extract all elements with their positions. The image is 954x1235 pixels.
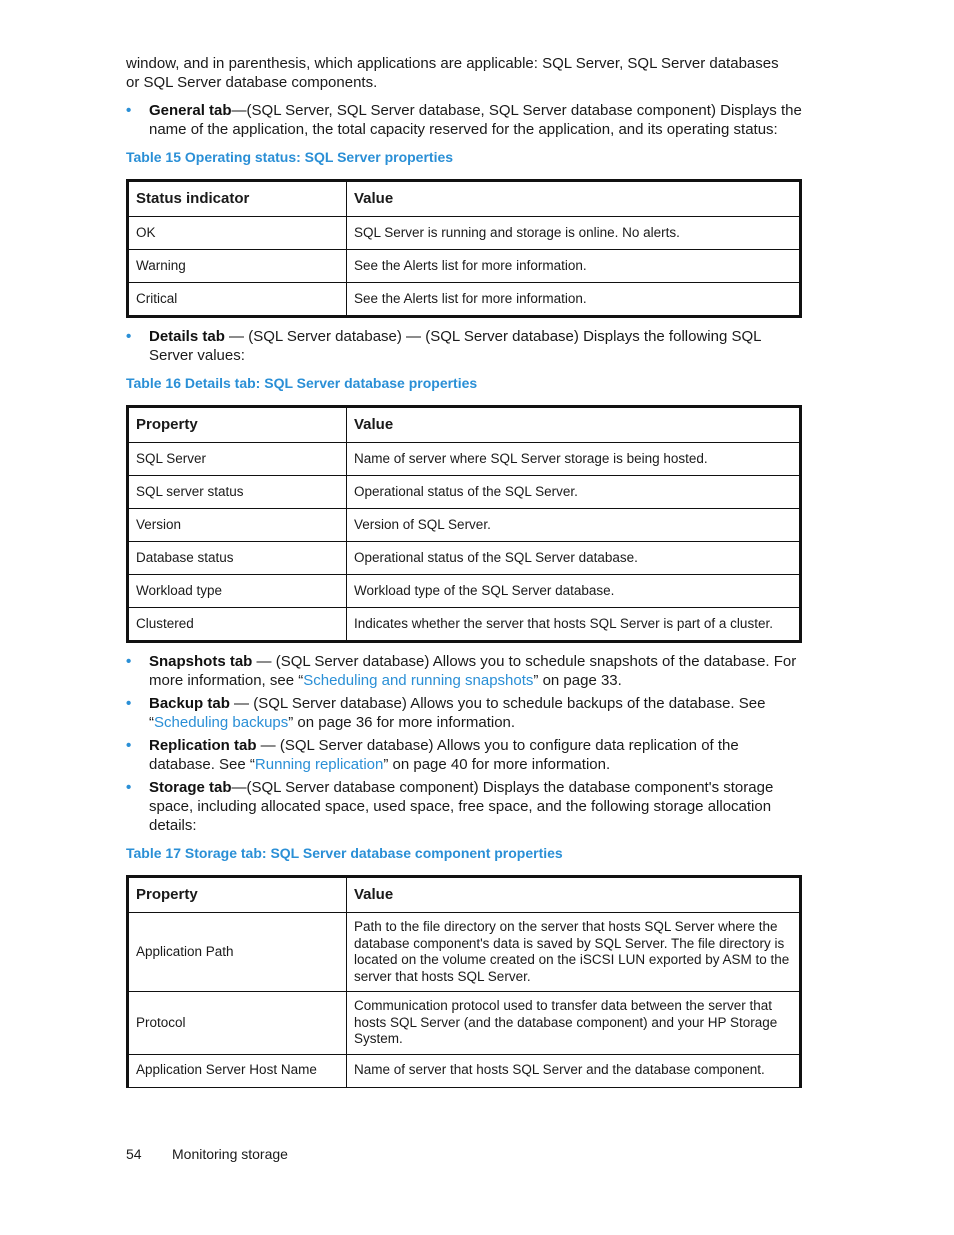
table-cell: Version of SQL Server. [347, 509, 801, 542]
table-row [128, 509, 801, 542]
tabs-list [126, 652, 802, 835]
table-row [128, 1054, 801, 1087]
table-cell: Clustered [128, 608, 347, 642]
backup-tab-text: — (SQL Server database) Allows you to schedule backups of the database. See “ [149, 695, 766, 731]
table-row [128, 443, 801, 476]
backup-tab-label: Backup tab [149, 695, 230, 712]
general-tab-label: General tab [149, 102, 232, 119]
table-cell: Operational status of the SQL Server. [347, 476, 801, 509]
details-tab-label: Details tab [149, 328, 225, 345]
table-cell: Indicates whether the server that hosts SQL Server is part of a cluster. [347, 608, 801, 642]
running-replication-link[interactable]: Running replication [254, 756, 384, 773]
intro-line-2: or SQL Server database components. [126, 74, 378, 91]
list-item-snapshots-tab [126, 652, 802, 690]
table-header-row [128, 877, 801, 913]
list-item-storage-tab [126, 778, 802, 835]
snapshots-tab-text: — (SQL Server database) Allows you to schedule snapshots of the database. For more information, see “ [149, 653, 797, 689]
table-header-row [128, 181, 801, 217]
bullet-icon: • [126, 102, 132, 119]
table-row [128, 575, 801, 608]
details-tab-list [126, 327, 802, 365]
storage-tab-text: —(SQL Server database component) Displays the database component's storage space, including allocated space, used space, free space, and the following storage allocation details: [149, 779, 774, 834]
table-cell: Database status [128, 542, 347, 575]
table-cell: Version [128, 509, 347, 542]
bullet-icon: • [126, 328, 132, 345]
table-row [128, 542, 801, 575]
intro-line-1: window, and in parenthesis, which applications are applicable: SQL Server, SQL Server databases [126, 55, 779, 72]
bullet-icon: • [126, 779, 132, 796]
page-number: 54 [126, 1146, 142, 1162]
page-footer [126, 1145, 288, 1163]
table16 [126, 405, 802, 643]
table-row [128, 476, 801, 509]
table17 [126, 875, 802, 1088]
table-cell: Path to the file directory on the server that hosts SQL Server where the database component's data is saved by SQL Server. The file directory is located on the volume created on the iSCSI LUN exported by ASM to the server that hosts SQL Server. [347, 913, 801, 992]
replication-tab-text: — (SQL Server database) Allows you to configure data replication of the database. See “ [149, 737, 739, 773]
column-header: Value [347, 181, 801, 217]
replication-tab-label: Replication tab [149, 737, 257, 754]
column-header: Value [347, 407, 801, 443]
table-cell: Protocol [128, 992, 347, 1055]
list-item-details-tab [126, 327, 802, 365]
table-cell: Name of server where SQL Server storage is being hosted. [347, 443, 801, 476]
scheduling-snapshots-link[interactable]: Scheduling and running snapshots [303, 672, 534, 689]
details-tab-text: — (SQL Server database) — (SQL Server database) Displays the following SQL Server values: [149, 328, 761, 364]
table17-caption: Table 17 Storage tab: SQL Server database component properties [126, 845, 563, 861]
table16-caption: Table 16 Details tab: SQL Server database properties [126, 375, 478, 391]
table-cell: OK [128, 217, 347, 250]
table-cell: Application Path [128, 913, 347, 992]
table-cell: SQL server status [128, 476, 347, 509]
general-tab-list [126, 101, 802, 139]
snapshots-tab-text-after: ” on page 33. [533, 672, 622, 689]
table-row [128, 217, 801, 250]
scheduling-backups-link[interactable]: Scheduling backups [154, 714, 289, 731]
table-cell: See the Alerts list for more information. [347, 250, 801, 283]
column-header: Status indicator [128, 181, 347, 217]
snapshots-tab-label: Snapshots tab [149, 653, 253, 670]
list-item-backup-tab [126, 694, 802, 732]
table15 [126, 179, 802, 318]
column-header: Property [128, 407, 347, 443]
bullet-icon: • [126, 737, 132, 754]
table-cell: SQL Server [128, 443, 347, 476]
footer-section-title: Monitoring storage [172, 1146, 288, 1162]
column-header: Property [128, 877, 347, 913]
list-item-replication-tab [126, 736, 802, 774]
table-row [128, 250, 801, 283]
table-cell: Operational status of the SQL Server database. [347, 542, 801, 575]
table-row [128, 283, 801, 317]
table-cell: Application Server Host Name [128, 1054, 347, 1087]
storage-tab-label: Storage tab [149, 779, 232, 796]
table-cell: Workload type of the SQL Server database. [347, 575, 801, 608]
table-cell: See the Alerts list for more information. [347, 283, 801, 317]
list-item-general-tab [126, 101, 802, 139]
table-cell: Critical [128, 283, 347, 317]
bullet-icon: • [126, 653, 132, 670]
table-cell: SQL Server is running and storage is online. No alerts. [347, 217, 801, 250]
general-tab-text: —(SQL Server, SQL Server database, SQL Server database component) Displays the name of the application, the total capacity reserved for the application, and its operating status: [149, 102, 802, 138]
intro-paragraph [126, 54, 802, 92]
column-header: Value [347, 877, 801, 913]
table-cell: Name of server that hosts SQL Server and the database component. [347, 1054, 801, 1087]
table-header-row [128, 407, 801, 443]
table-cell: Workload type [128, 575, 347, 608]
replication-tab-text-after: ” on page 40 for more information. [383, 756, 611, 773]
table-row [128, 992, 801, 1055]
page-content [126, 54, 802, 1088]
table-row [128, 608, 801, 642]
table-cell: Warning [128, 250, 347, 283]
table-cell: Communication protocol used to transfer data between the server that hosts SQL Server (and the database component) and your HP Storage System. [347, 992, 801, 1055]
table15-caption: Table 15 Operating status: SQL Server properties [126, 149, 454, 165]
bullet-icon: • [126, 695, 132, 712]
backup-tab-text-after: ” on page 36 for more information. [288, 714, 516, 731]
table-row [128, 913, 801, 992]
